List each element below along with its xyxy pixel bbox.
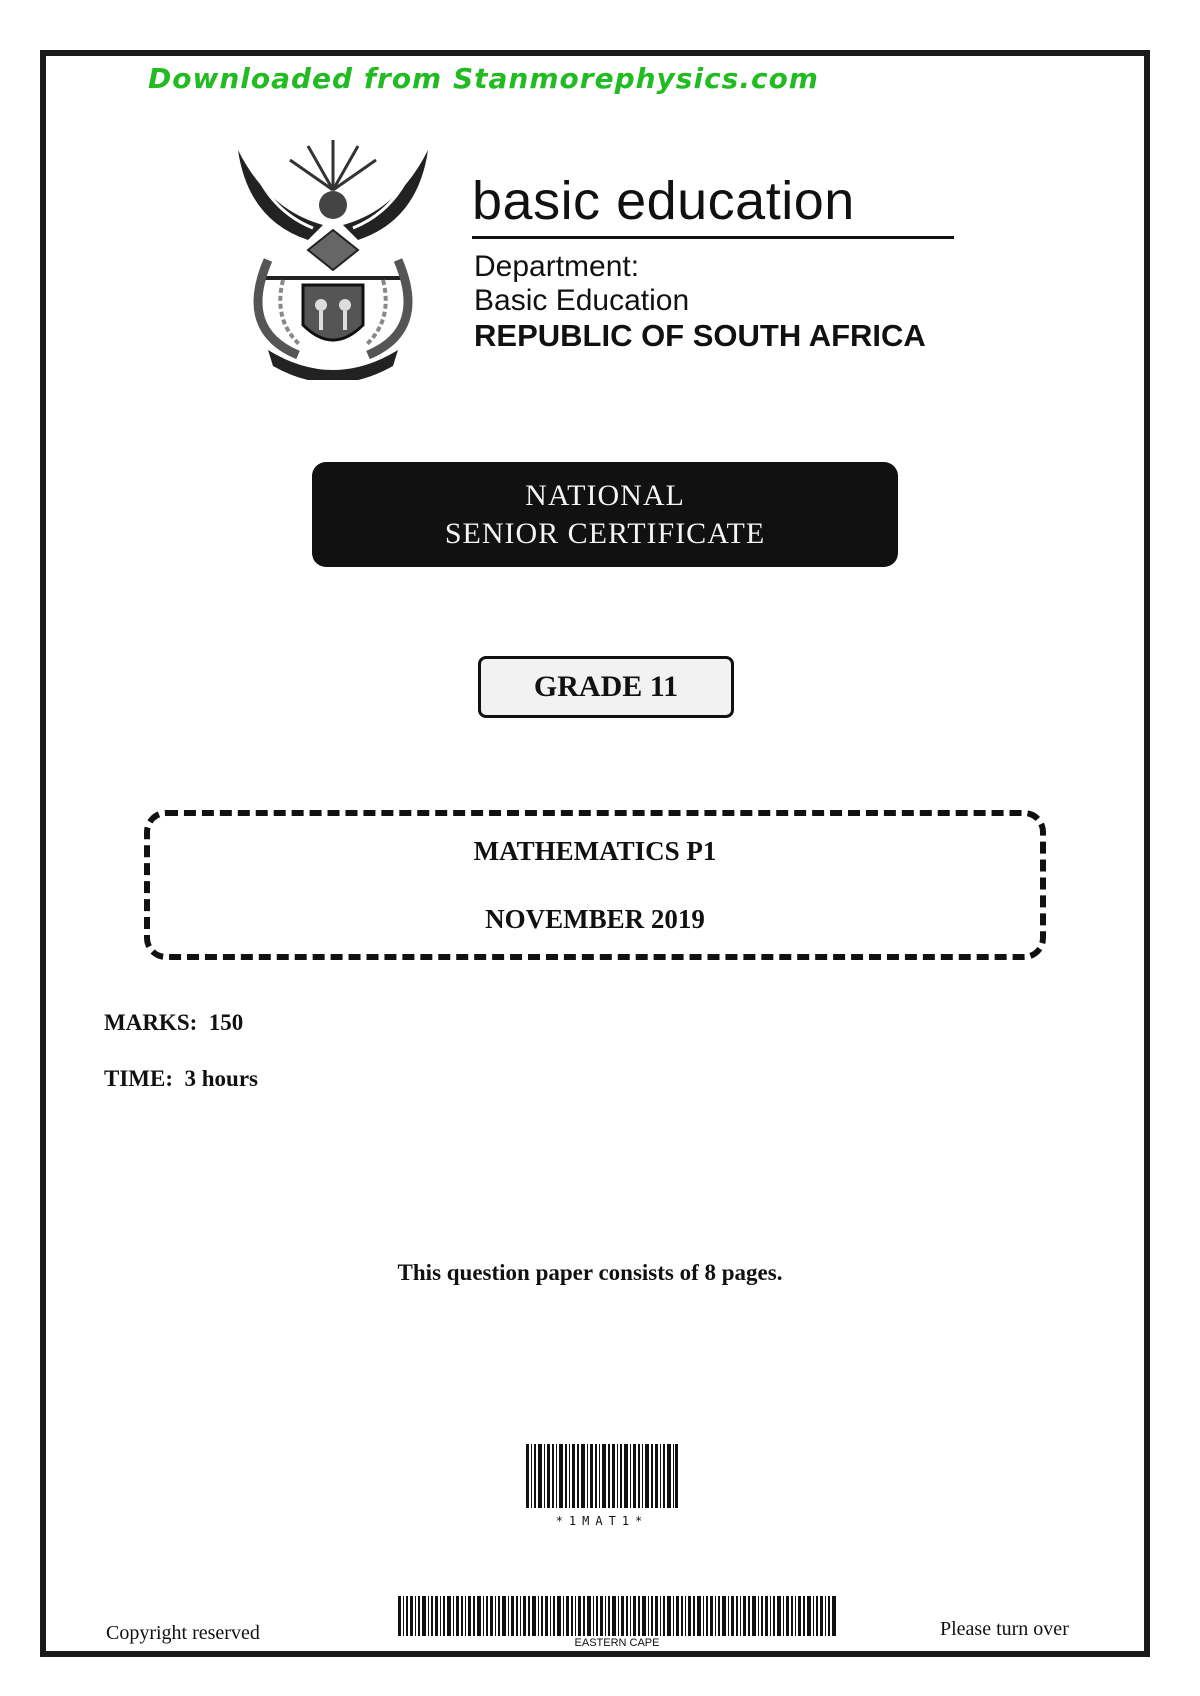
exam-session: NOVEMBER 2019 [485,904,705,934]
certificate-line-1: NATIONAL [525,478,685,512]
copyright-note: Copyright reserved [106,1622,260,1644]
pages-note: This question paper consists of 8 pages. [397,1260,783,1285]
department-label: Department: [474,250,640,283]
department-name: Basic Education [474,284,690,317]
certificate-line-2: SENIOR CERTIFICATE [444,516,766,550]
turn-over-note: Please turn over [940,1618,1069,1640]
time-label: TIME: [104,1066,173,1091]
subject-box [144,810,1046,960]
barcode-icon [526,1444,678,1508]
country-name: REPUBLIC OF SOUTH AFRICA [474,318,926,353]
subject-name: MATHEMATICS P1 [473,836,717,866]
grade-badge: GRADE 11 [478,656,734,718]
time-info [104,1066,258,1092]
download-watermark[interactable]: Downloaded from Stanmorephysics.com [148,62,819,95]
barcode-region-label: EASTERN CAPE [574,1637,660,1649]
marks-value: 150 [208,1010,244,1035]
coat-of-arms-icon [228,130,438,380]
brand-underline [472,236,954,239]
marks-info [104,1010,243,1036]
certificate-banner [312,462,898,567]
time-value: 3 hours [184,1066,258,1091]
barcode-code: *1MAT1* [555,1514,649,1528]
marks-label: MARKS: [104,1010,198,1035]
barcode-icon [398,1596,836,1636]
brand-title: basic education [472,171,855,231]
